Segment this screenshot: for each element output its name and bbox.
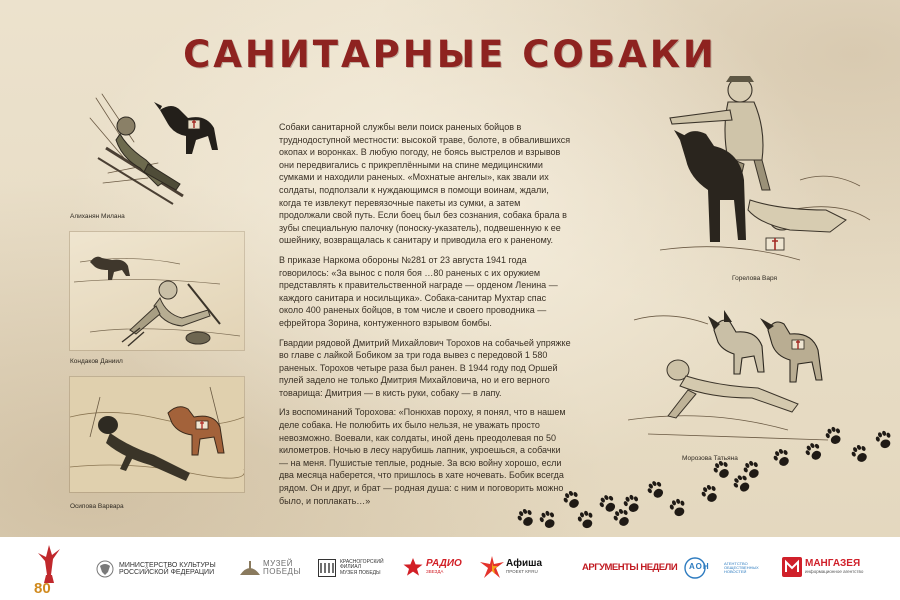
argumenty-nedeli-logo xyxy=(582,563,677,573)
afisha-label: Афиша xyxy=(506,558,543,570)
museum-line: МУЗЕЙ xyxy=(263,558,293,568)
krasnogorsk-line: МУЗЕЯ ПОБЕДЫ xyxy=(340,569,381,576)
article-paragraph: В приказе Наркома обороны №281 от 23 августа 1941 года говорилось: «За вынос с поля боя …80 раненых с их оружием представлять к правительственной награде — орденом Ленина — каждого санитара и носильщика». Собака-санитар Мухтар спас около 400 раненых бойцов, в том числе и своего проводника — ефрейтора Зорина, контуженного взрывом бомбы. xyxy=(279,254,558,328)
ministry-line: МИНИСТЕРСТВО КУЛЬТУРЫ xyxy=(119,561,216,569)
drawing-caption: Горелова Варя xyxy=(732,275,778,282)
museum-square-icon xyxy=(318,559,336,577)
sponsor-footer xyxy=(0,537,900,600)
victory-80-number: 80 xyxy=(34,580,51,597)
museum-line: ПОБЕДЫ xyxy=(263,567,302,576)
aon-sub-line: АГЕНТСТВО xyxy=(724,560,748,566)
afisha-sub-label: ПРОЕКТ КР.RU xyxy=(506,568,538,574)
afisha-logo xyxy=(480,556,542,578)
aon-sub-line: ОБЩЕСТВЕННЫХ xyxy=(724,564,759,570)
drawing-nurse-dog xyxy=(70,377,244,492)
mangazeya-sub-label: информационное агентство xyxy=(805,568,864,574)
ministry-culture-logo xyxy=(96,560,216,578)
nurse-dog-drawing-icon xyxy=(70,377,244,492)
argumenty-label: АРГУМЕНТЫ НЕДЕЛИ xyxy=(582,562,678,573)
drawing-soldier-with-dog xyxy=(88,88,226,208)
wounded-soldier-drawing-icon xyxy=(70,232,244,350)
double-headed-eagle-icon xyxy=(96,560,114,578)
afisha-star-icon xyxy=(480,556,504,578)
museum-building-icon xyxy=(240,559,260,577)
museum-victory-logo xyxy=(240,559,301,577)
krasnogorsk-line: КРАСНОГОРСКИЙ xyxy=(340,559,384,566)
drawing-caption: Кондаков Даниил xyxy=(70,358,123,365)
victory-80-logo xyxy=(34,541,64,597)
article-paragraph: Собаки санитарной службы вели поиск раненых бойцов в труднодоступной местности: высокой траве, болоте, в обвалившихся окопах и воронках. В любую погоду, не боясь выстрелов и взрывов они передвигались с прикреплёнными на спине медицинскими сумками и находили раненых. «Мохнатые ангелы», как звали их солдаты, подползали к нуждающимся в помощи воинам, ждали, когда те извлекут перевязочные пакеты из сумки, а затем продолжали свой путь. Если боец был без сознания, собака брала в зубы специальную палочку (поноску-указатель), подвешенную к ее ошейнику, возвращалась к санитару и приводила его к раненому. xyxy=(279,122,571,246)
soldier-with-dog-drawing-icon xyxy=(650,60,875,270)
aon-label: АОН xyxy=(689,562,710,571)
aon-logo xyxy=(684,557,759,579)
drawing-soldier-pointing xyxy=(650,60,875,270)
drawing-caption: Алиханян Милана xyxy=(70,213,125,220)
soldier-with-dog-drawing-icon xyxy=(88,88,226,208)
krasnogorsk-branch-logo xyxy=(318,559,384,577)
page-title: САНИТАРНЫЕ СОБАКИ xyxy=(183,33,717,76)
krasnogorsk-line: ФИЛИАЛ xyxy=(340,564,361,571)
radio-sub-label: ЗВЕЗДА xyxy=(426,568,444,574)
radio-label: РАДИО xyxy=(426,558,462,570)
drawing-caption: Осипова Варвара xyxy=(70,503,124,510)
article-paragraph: Гвардии рядовой Дмитрий Михайлович Торохов на собачьей упряжке во главе с лайкой Бобиком за три года вывез с передовой 1 580 раненых. Торохов четыре раза был ранен. В 1944 году под Оршей пулей задело не только Дмитрия Михайловича, но и его верного товарища: Дмитрия — в кисть руки, собаку — в лапу. xyxy=(279,337,571,398)
article-paragraph: Из воспоминаний Торохова: «Понюхав пороху, я понял, что в нашем деле собака. Не полюбить их было нельзя, не уважать просто невозможно. Воевали, как солдаты, иной день преодолевая по 50 километров. Ночью в лесу нарубишь лапник, укроешься, а собачки — на меня. Пушистые теплые, родные. За всю войну хорошо, если два месяца наберется, что пришлось в хате ночевать. Бобик всегда рядом. Он и друг, и брат — родная душа: с ним и поговорить можно было, и поплакать…» xyxy=(279,407,566,506)
drawing-wounded-soldier xyxy=(70,232,244,350)
paw-prints-decoration xyxy=(500,420,900,537)
drawing-caption: Морозова Татьяна xyxy=(682,455,738,462)
aon-sub-line: НОВОСТЕЙ xyxy=(724,569,747,575)
mangazeya-label: МАНГАЗЕЯ xyxy=(805,558,861,570)
ministry-line: РОССИЙСКОЙ ФЕДЕРАЦИИ xyxy=(119,569,215,576)
red-star-icon xyxy=(403,557,423,577)
mangazeya-m-icon xyxy=(782,557,802,577)
radio-zvezda-logo xyxy=(403,557,462,577)
mangazeya-logo xyxy=(782,557,863,577)
